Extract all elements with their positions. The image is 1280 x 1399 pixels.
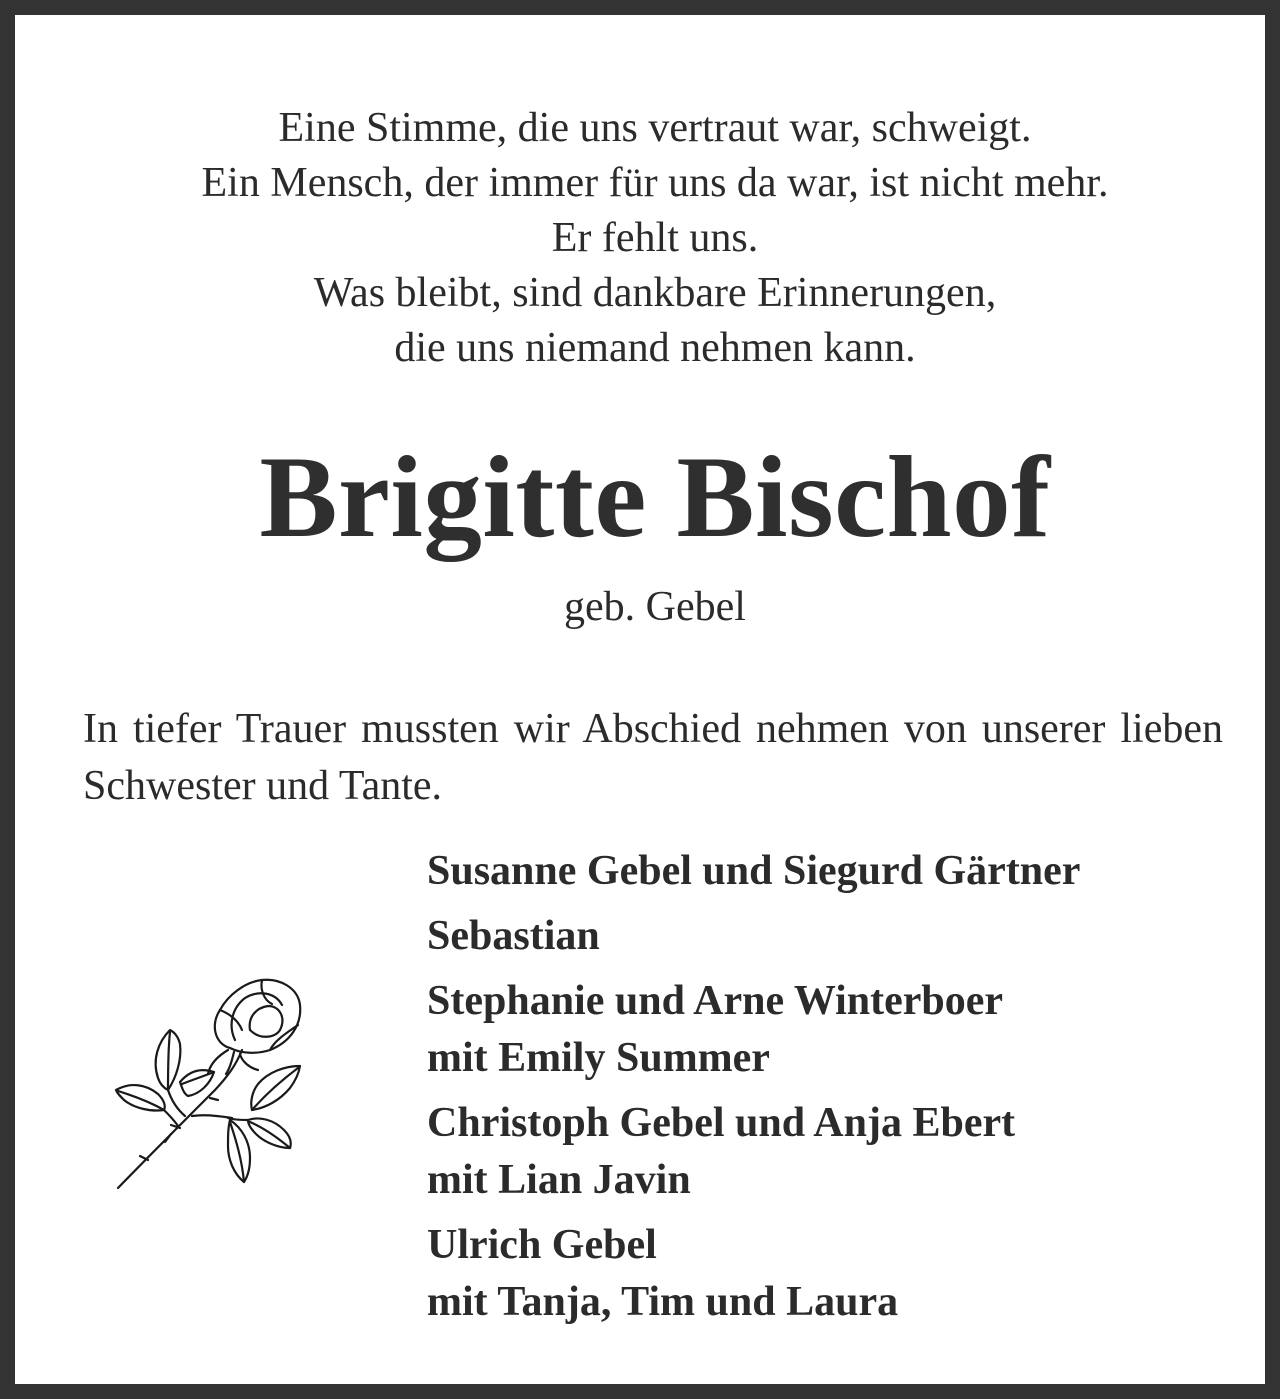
mourner-group	[427, 1095, 1267, 1209]
poem-line: Was bleibt, sind dankbare Erinnerungen,	[313, 270, 997, 316]
poem-line: Er fehlt uns.	[551, 215, 759, 261]
mourner-group	[427, 908, 1267, 965]
mourner-line: Susanne Gebel und Siegurd Gärtner	[427, 848, 1081, 894]
mourner-line: Stephanie und Arne Winterboer	[427, 978, 1004, 1024]
mourner-line: mit Lian Javin	[427, 1157, 691, 1203]
mourner-line: mit Tanja, Tim und Laura	[427, 1279, 899, 1325]
mourner-line: mit Emily Summer	[427, 1035, 770, 1081]
poem-line: die uns niemand nehmen kann.	[394, 325, 916, 371]
mourning-text: In tiefer Trauer mussten wir Abschied nehmen von unserer lieben Schwester und Tante.	[83, 706, 1223, 809]
mourner-group	[427, 1217, 1267, 1331]
deceased-name: Brigitte Bischof	[259, 433, 1051, 562]
mourner-group	[427, 843, 1267, 900]
mourners-list	[427, 843, 1267, 1339]
poem	[45, 101, 1265, 376]
mourner-line: Ulrich Gebel	[427, 1222, 657, 1268]
birth-name: geb. Gebel	[564, 584, 746, 630]
mourner-group	[427, 973, 1267, 1087]
mourner-line: Sebastian	[427, 913, 600, 959]
rose-icon	[110, 970, 315, 1195]
poem-line: Ein Mensch, der immer für uns da war, ist nicht mehr.	[201, 160, 1109, 206]
poem-line: Eine Stimme, die uns vertraut war, schweigt.	[278, 105, 1032, 151]
mourner-line: Christoph Gebel und Anja Ebert	[427, 1100, 1016, 1146]
